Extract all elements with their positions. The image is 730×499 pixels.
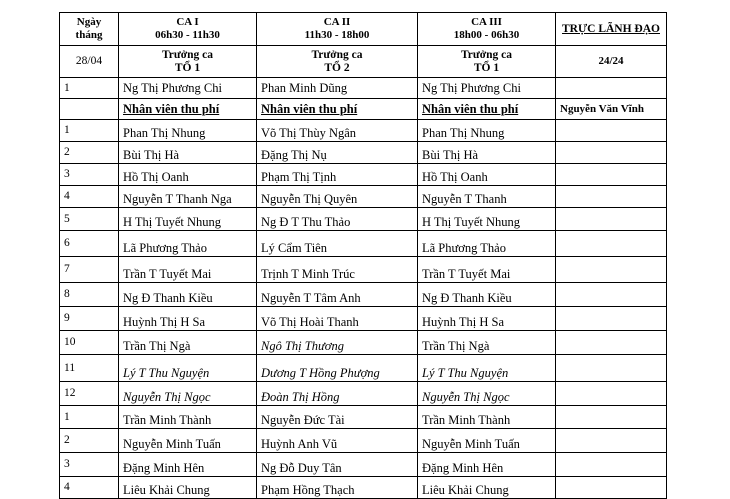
row-number: 2 bbox=[60, 429, 119, 453]
roster-sheet bbox=[59, 12, 667, 499]
shift-2-header: CA II 11h30 - 18h00 bbox=[257, 13, 418, 46]
shift-2-staff-name: Lý Cẩm Tiên bbox=[257, 231, 418, 257]
shift-2-staff-name: Đoàn Thị Hồng bbox=[257, 382, 418, 406]
leader-name: Nguyễn Văn Vĩnh bbox=[556, 99, 667, 120]
shift-3-head: Trưởng ca TỔ 1 bbox=[418, 46, 556, 78]
shift-1-staff-name: Nguyễn Minh Tuấn bbox=[119, 429, 257, 453]
row-number: 10 bbox=[60, 331, 119, 355]
shift-2-staff-name: Phạm Hồng Thạch bbox=[257, 477, 418, 499]
shift-3-staff-name: Trần Minh Thành bbox=[418, 406, 556, 429]
date-column-header: Ngày tháng bbox=[60, 13, 119, 46]
shift-2-staff-name: Nguyễn Thị Quyên bbox=[257, 186, 418, 208]
row-number: 1 bbox=[60, 78, 119, 99]
leader-empty-cell bbox=[556, 120, 667, 142]
shift-1-staff-name: Phan Thị Nhung bbox=[119, 120, 257, 142]
leader-empty-cell bbox=[556, 257, 667, 283]
row-number: 2 bbox=[60, 142, 119, 164]
leader-empty-cell bbox=[556, 382, 667, 406]
leader-column-header: TRỰC LÃNH ĐẠO bbox=[556, 13, 667, 46]
shift-3-staff-name: Đặng Minh Hên bbox=[418, 453, 556, 477]
shift-3-staff-name: Trần T Tuyết Mai bbox=[418, 257, 556, 283]
row-number: 12 bbox=[60, 382, 119, 406]
shift-head-names-row bbox=[60, 78, 667, 99]
row-number: 1 bbox=[60, 120, 119, 142]
shift-1-staff-name: Ng Đ Thanh Kiều bbox=[119, 283, 257, 307]
shift-1-staff-name: Lã Phương Thảo bbox=[119, 231, 257, 257]
shift-3-staff-name: Nguyễn Minh Tuấn bbox=[418, 429, 556, 453]
shift-1-staff-name: H Thị Tuyết Nhung bbox=[119, 208, 257, 231]
staff-row bbox=[60, 257, 667, 283]
shift-1-staff-label: Nhân viên thu phí bbox=[119, 99, 257, 120]
shift-1-staff-name: Hồ Thị Oanh bbox=[119, 164, 257, 186]
shift-2-staff-name: Võ Thị Hoài Thanh bbox=[257, 307, 418, 331]
leader-empty-cell bbox=[556, 78, 667, 99]
shift-1-staff-name: Trần Minh Thành bbox=[119, 406, 257, 429]
row-number: 11 bbox=[60, 355, 119, 382]
leader-empty-cell bbox=[556, 477, 667, 499]
shift-3-staff-name: Lý T Thu Nguyện bbox=[418, 355, 556, 382]
shift-1-staff-name: Trần Thị Ngà bbox=[119, 331, 257, 355]
shift-1-staff-name: Nguyễn Thị Ngọc bbox=[119, 382, 257, 406]
shift-3-staff-name: Nguyễn T Thanh bbox=[418, 186, 556, 208]
shift-3-staff-name: H Thị Tuyết Nhung bbox=[418, 208, 556, 231]
row-number: 9 bbox=[60, 307, 119, 331]
shift-2-head-name: Phan Minh Dũng bbox=[257, 78, 418, 99]
shift-2-staff-name: Dương T Hồng Phượng bbox=[257, 355, 418, 382]
shift-1-staff-name: Huỳnh Thị H Sa bbox=[119, 307, 257, 331]
row-number: 3 bbox=[60, 164, 119, 186]
shift-1-staff-name: Lý T Thu Nguyện bbox=[119, 355, 257, 382]
staff-row bbox=[60, 429, 667, 453]
shift-2-head: Trưởng ca TỔ 2 bbox=[257, 46, 418, 78]
staff-row bbox=[60, 307, 667, 331]
shift-roster-table bbox=[59, 12, 667, 499]
shift-2-staff-label: Nhân viên thu phí bbox=[257, 99, 418, 120]
row-number: 4 bbox=[60, 477, 119, 499]
staff-row bbox=[60, 477, 667, 499]
shift-3-staff-name: Bùi Thị Hà bbox=[418, 142, 556, 164]
shift-3-staff-name: Liêu Khải Chung bbox=[418, 477, 556, 499]
shift-2-staff-name: Đặng Thị Nụ bbox=[257, 142, 418, 164]
leader-empty-cell bbox=[556, 231, 667, 257]
shift-1-staff-name: Liêu Khải Chung bbox=[119, 477, 257, 499]
shift-2-staff-name: Trịnh T Minh Trúc bbox=[257, 257, 418, 283]
staff-row bbox=[60, 355, 667, 382]
leader-empty-cell bbox=[556, 208, 667, 231]
shift-2-staff-name: Phạm Thị Tịnh bbox=[257, 164, 418, 186]
shift-1-head-name: Ng Thị Phương Chi bbox=[119, 78, 257, 99]
header-row bbox=[60, 13, 667, 46]
staff-row bbox=[60, 406, 667, 429]
shift-3-staff-name: Phan Thị Nhung bbox=[418, 120, 556, 142]
leader-empty-cell bbox=[556, 186, 667, 208]
shift-3-staff-name: Hồ Thị Oanh bbox=[418, 164, 556, 186]
shift-3-staff-name: Trần Thị Ngà bbox=[418, 331, 556, 355]
shift-1-staff-name: Bùi Thị Hà bbox=[119, 142, 257, 164]
row-number: 4 bbox=[60, 186, 119, 208]
shift-1-head: Trưởng ca TỔ 1 bbox=[119, 46, 257, 78]
shift-3-staff-name: Nguyễn Thị Ngọc bbox=[418, 382, 556, 406]
staff-row bbox=[60, 453, 667, 477]
staff-row bbox=[60, 186, 667, 208]
leader-empty-cell bbox=[556, 453, 667, 477]
row-number: 5 bbox=[60, 208, 119, 231]
date-cell: 28/04 bbox=[60, 46, 119, 78]
shift-1-header: CA I 06h30 - 11h30 bbox=[119, 13, 257, 46]
shift-3-head-name: Ng Thị Phương Chi bbox=[418, 78, 556, 99]
leader-empty-cell bbox=[556, 429, 667, 453]
staff-row bbox=[60, 164, 667, 186]
shift-1-staff-name: Đặng Minh Hên bbox=[119, 453, 257, 477]
shift-3-staff-name: Ng Đ Thanh Kiều bbox=[418, 283, 556, 307]
shift-2-staff-name: Huỳnh Anh Vũ bbox=[257, 429, 418, 453]
staff-row bbox=[60, 120, 667, 142]
shift-2-staff-name: Nguyễn Đức Tài bbox=[257, 406, 418, 429]
shift-3-staff-name: Huỳnh Thị H Sa bbox=[418, 307, 556, 331]
shift-2-staff-name: Ngô Thị Thương bbox=[257, 331, 418, 355]
leader-empty-cell bbox=[556, 406, 667, 429]
staff-row bbox=[60, 231, 667, 257]
shift-3-header: CA III 18h00 - 06h30 bbox=[418, 13, 556, 46]
row-number: 1 bbox=[60, 406, 119, 429]
leader-empty-cell bbox=[556, 164, 667, 186]
staff-row bbox=[60, 331, 667, 355]
shift-1-staff-name: Trần T Tuyết Mai bbox=[119, 257, 257, 283]
leader-empty-cell bbox=[556, 307, 667, 331]
leader-empty-cell bbox=[556, 355, 667, 382]
shift-2-staff-name: Ng Đỗ Duy Tân bbox=[257, 453, 418, 477]
leader-hours: 24/24 bbox=[556, 46, 667, 78]
shift-1-staff-name: Nguyễn T Thanh Nga bbox=[119, 186, 257, 208]
staff-header-row bbox=[60, 99, 667, 120]
staff-row bbox=[60, 382, 667, 406]
staff-row bbox=[60, 283, 667, 307]
empty-cell bbox=[60, 99, 119, 120]
shift-3-staff-name: Lã Phương Thảo bbox=[418, 231, 556, 257]
row-number: 6 bbox=[60, 231, 119, 257]
leader-empty-cell bbox=[556, 142, 667, 164]
row-number: 8 bbox=[60, 283, 119, 307]
shift-2-staff-name: Ng Đ T Thu Thảo bbox=[257, 208, 418, 231]
leader-empty-cell bbox=[556, 283, 667, 307]
leader-empty-cell bbox=[556, 331, 667, 355]
shift-2-staff-name: Võ Thị Thùy Ngân bbox=[257, 120, 418, 142]
row-number: 7 bbox=[60, 257, 119, 283]
subheader-row bbox=[60, 46, 667, 78]
shift-3-staff-label: Nhân viên thu phí bbox=[418, 99, 556, 120]
staff-row bbox=[60, 142, 667, 164]
shift-2-staff-name: Nguyễn T Tâm Anh bbox=[257, 283, 418, 307]
row-number: 3 bbox=[60, 453, 119, 477]
staff-row bbox=[60, 208, 667, 231]
